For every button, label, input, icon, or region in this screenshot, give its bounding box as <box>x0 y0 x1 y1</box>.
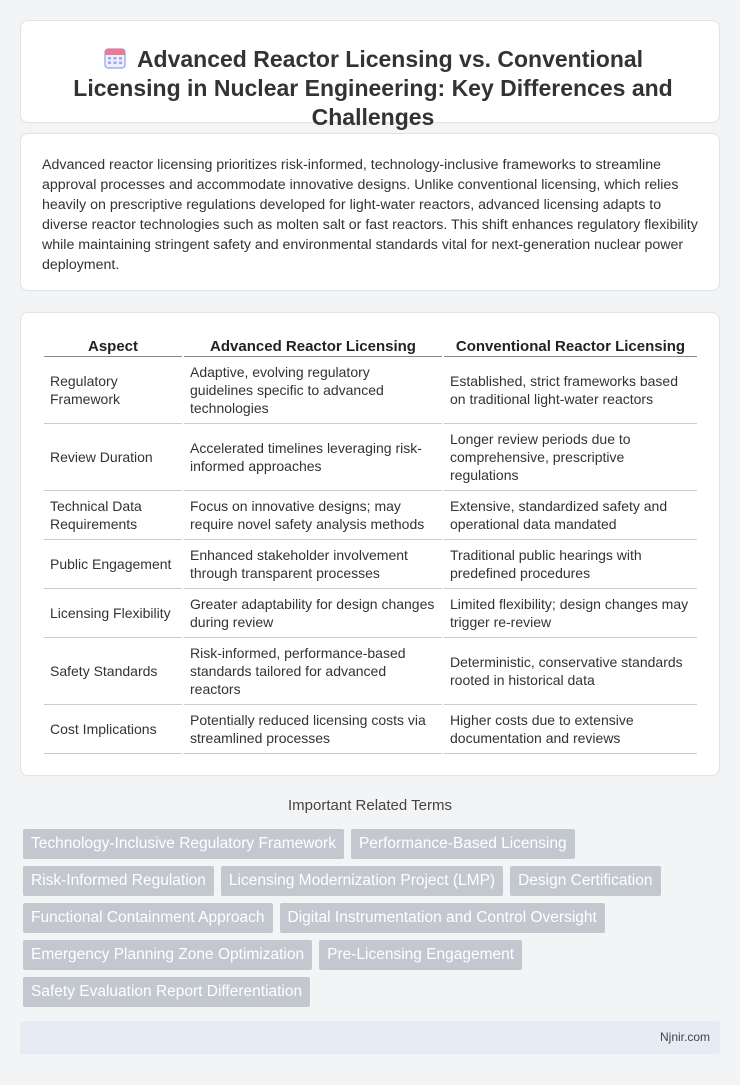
page-title <box>51 45 695 132</box>
cell-conventional: Traditional public hearings with predefined procedures <box>444 540 697 589</box>
related-term-tag[interactable]: Risk-Informed Regulation <box>23 866 214 896</box>
cell-aspect: Technical Data Requirements <box>44 491 182 540</box>
cell-advanced: Greater adaptability for design changes during review <box>184 589 442 638</box>
cell-conventional: Higher costs due to extensive documentation and reviews <box>444 705 697 754</box>
cell-conventional: Longer review periods due to comprehensive, prescriptive regulations <box>444 424 697 491</box>
cell-conventional: Extensive, standardized safety and operational data mandated <box>444 491 697 540</box>
related-term-tag[interactable]: Design Certification <box>510 866 660 896</box>
related-terms-heading: Important Related Terms <box>288 797 452 814</box>
footer-site[interactable]: Njnir.com <box>659 1030 710 1044</box>
table-row <box>44 540 697 589</box>
related-term-tag[interactable]: Performance-Based Licensing <box>351 829 575 859</box>
table-row <box>44 357 697 424</box>
cell-aspect: Review Duration <box>44 424 182 491</box>
cell-conventional: Established, strict frameworks based on traditional light-water reactors <box>444 357 697 424</box>
related-term-tag[interactable]: Licensing Modernization Project (LMP) <box>221 866 503 896</box>
table-row <box>44 705 697 754</box>
title-text: Advanced Reactor Licensing vs. Conventional Licensing in Nuclear Engineering: Key Differences and Challenges <box>73 46 673 130</box>
related-term-tag[interactable]: Digital Instrumentation and Control Oversight <box>280 903 605 933</box>
table-row <box>44 638 697 705</box>
header-conventional: Conventional Reactor Licensing <box>444 335 697 357</box>
cell-advanced: Risk-informed, performance-based standards tailored for advanced reactors <box>184 638 442 705</box>
cell-aspect: Safety Standards <box>44 638 182 705</box>
header-aspect: Aspect <box>44 335 182 357</box>
related-term-tag[interactable]: Technology-Inclusive Regulatory Framework <box>23 829 344 859</box>
cell-conventional: Limited flexibility; design changes may trigger re-review <box>444 589 697 638</box>
cell-advanced: Accelerated timelines leveraging risk-informed approaches <box>184 424 442 491</box>
related-term-tag[interactable]: Safety Evaluation Report Differentiation <box>23 977 310 1007</box>
cell-conventional: Deterministic, conservative standards rooted in historical data <box>444 638 697 705</box>
comparison-table <box>42 335 699 754</box>
related-term-tag[interactable]: Emergency Planning Zone Optimization <box>23 940 312 970</box>
table-row <box>44 491 697 540</box>
cell-aspect: Public Engagement <box>44 540 182 589</box>
footer <box>20 1021 720 1054</box>
header-advanced: Advanced Reactor Licensing <box>184 335 442 357</box>
cell-advanced: Focus on innovative designs; may require novel safety analysis methods <box>184 491 442 540</box>
cell-aspect: Cost Implications <box>44 705 182 754</box>
related-term-tag[interactable]: Functional Containment Approach <box>23 903 273 933</box>
cell-aspect: Licensing Flexibility <box>44 589 182 638</box>
table-row <box>44 424 697 491</box>
cell-advanced: Potentially reduced licensing costs via streamlined processes <box>184 705 442 754</box>
related-terms-list <box>23 829 693 1007</box>
summary-text: Advanced reactor licensing prioritizes risk-informed, technology-inclusive frameworks to streamline approval processes and accommodate innovative designs. Unlike conventional licensing, which relies heavily on prescriptive regulations developed for light-water reactors, advanced licensing adapts to diverse reactor technologies such as molten salt or fast reactors. This shift enhances regulatory flexibility while maintaining stringent safety and environmental standards vital for next-generation nuclear power deployment. <box>42 157 698 273</box>
summary-card <box>20 133 720 291</box>
table-header-row <box>44 335 697 357</box>
comparison-table-card <box>20 312 720 776</box>
calendar-icon <box>103 46 127 70</box>
cell-aspect: Regulatory Framework <box>44 357 182 424</box>
cell-advanced: Enhanced stakeholder involvement through transparent processes <box>184 540 442 589</box>
title-card <box>20 20 720 130</box>
related-term-tag[interactable]: Pre-Licensing Engagement <box>319 940 522 970</box>
table-row <box>44 589 697 638</box>
cell-advanced: Adaptive, evolving regulatory guidelines specific to advanced technologies <box>184 357 442 424</box>
